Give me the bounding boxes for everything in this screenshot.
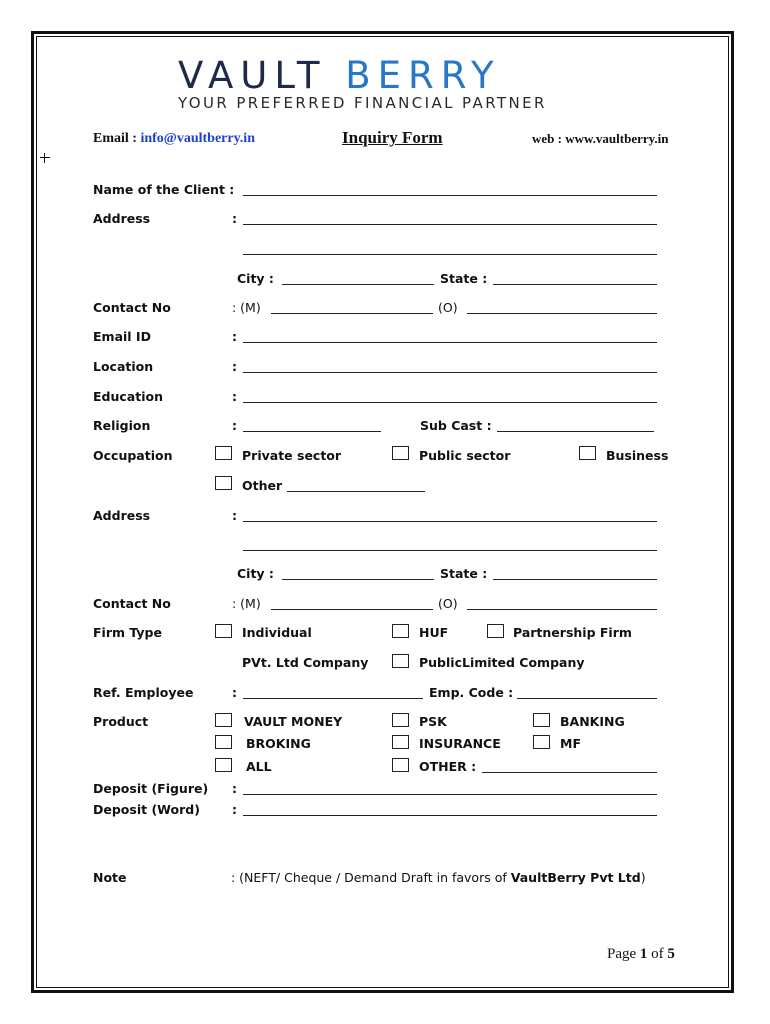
education-label: Education <box>93 389 163 404</box>
state-label: State : <box>440 271 488 286</box>
deposit-word-field[interactable] <box>243 815 657 816</box>
religion-colon: : <box>232 418 237 433</box>
email-label: Email : <box>93 131 137 146</box>
email-link[interactable]: info@vaultberry.in <box>140 131 255 146</box>
company-logo <box>178 56 598 112</box>
margin-mark <box>40 153 50 163</box>
other-occupation-checkbox[interactable] <box>215 476 232 490</box>
partnership-label: Partnership Firm <box>513 625 632 640</box>
mf-label: MF <box>560 736 581 751</box>
logo-tagline: YOUR PREFERRED FINANCIAL PARTNER <box>178 94 547 112</box>
deposit-figure-field[interactable] <box>243 794 657 795</box>
header-web <box>532 131 669 147</box>
note-prefix: : (NEFT/ Cheque / Demand Draft in favors of <box>231 870 507 885</box>
location-label: Location <box>93 359 154 374</box>
public-sector-label: Public sector <box>419 448 511 463</box>
page-number <box>607 946 675 963</box>
city-field[interactable] <box>282 284 434 285</box>
logo-vault: VAULT <box>178 54 327 97</box>
location-colon: : <box>232 359 237 374</box>
occupation-label: Occupation <box>93 448 173 463</box>
contact-label: Contact No <box>93 300 171 315</box>
state-field[interactable] <box>493 284 657 285</box>
office-mobile-label: : (M) <box>232 596 261 611</box>
business-checkbox[interactable] <box>579 446 596 460</box>
partnership-checkbox[interactable] <box>487 624 504 638</box>
page-word: Page <box>607 946 637 962</box>
banking-checkbox[interactable] <box>533 713 550 727</box>
all-label: ALL <box>246 759 272 774</box>
deposit-word-colon: : <box>232 802 237 817</box>
office-address-label: Address <box>93 508 151 523</box>
header-email <box>93 131 255 147</box>
address-label: Address <box>93 211 151 226</box>
sub-cast-label: Sub Cast : <box>420 418 492 433</box>
office-state-field[interactable] <box>493 579 657 580</box>
office-field[interactable] <box>467 313 657 314</box>
form-title: Inquiry Form <box>342 128 443 147</box>
insurance-label: INSURANCE <box>419 736 501 751</box>
email-id-colon: : <box>232 329 237 344</box>
client-name-field[interactable] <box>243 195 657 196</box>
office-state-label: State : <box>440 566 488 581</box>
mobile-label: : (M) <box>232 300 261 315</box>
sub-cast-field[interactable] <box>497 431 654 432</box>
huf-label: HUF <box>419 625 449 640</box>
huf-checkbox[interactable] <box>392 624 409 638</box>
office-address-line-1[interactable] <box>243 521 657 522</box>
address-line-2[interactable] <box>243 254 657 255</box>
web-link[interactable]: www.vaultberry.in <box>565 131 669 146</box>
ref-employee-label: Ref. Employee <box>93 685 194 700</box>
mf-checkbox[interactable] <box>533 735 550 749</box>
firm-type-label: Firm Type <box>93 625 162 640</box>
office-label: (O) <box>438 300 458 315</box>
office-city-field[interactable] <box>282 579 434 580</box>
other-product-label: OTHER : <box>419 759 477 774</box>
deposit-figure-label: Deposit (Figure) <box>93 781 209 796</box>
office-city-label: City : <box>237 566 274 581</box>
address-line-1[interactable] <box>243 224 657 225</box>
business-label: Business <box>606 448 669 463</box>
note-suffix: ) <box>640 870 646 885</box>
product-label: Product <box>93 714 149 729</box>
office-address-line-2[interactable] <box>243 550 657 551</box>
pvt-ltd-label: PVt. Ltd Company <box>242 655 369 670</box>
ref-employee-colon: : <box>232 685 237 700</box>
psk-label: PSK <box>419 714 447 729</box>
deposit-word-label: Deposit (Word) <box>93 802 200 817</box>
note-company: VaultBerry Pvt Ltd <box>510 870 641 885</box>
other-product-checkbox[interactable] <box>392 758 409 772</box>
public-limited-checkbox[interactable] <box>392 654 409 668</box>
private-sector-label: Private sector <box>242 448 342 463</box>
other-occupation-label: Other <box>242 478 283 493</box>
individual-label: Individual <box>242 625 312 640</box>
logo-berry: BERRY <box>345 54 501 97</box>
office-address-colon: : <box>232 508 237 523</box>
page-of: of <box>651 946 664 962</box>
vault-money-label: VAULT MONEY <box>244 714 343 729</box>
client-name-label: Name of the Client : <box>93 182 235 197</box>
office-phone-field[interactable] <box>467 609 657 610</box>
education-field[interactable] <box>243 402 657 403</box>
broking-label: BROKING <box>246 736 311 751</box>
other-product-field[interactable] <box>482 772 657 773</box>
deposit-figure-colon: : <box>232 781 237 796</box>
email-id-field[interactable] <box>243 342 657 343</box>
banking-label: BANKING <box>560 714 625 729</box>
religion-label: Religion <box>93 418 151 433</box>
public-sector-checkbox[interactable] <box>392 446 409 460</box>
address-colon: : <box>232 211 237 226</box>
individual-checkbox[interactable] <box>215 624 232 638</box>
broking-checkbox[interactable] <box>215 735 232 749</box>
mobile-field[interactable] <box>271 313 433 314</box>
office-phone-label: (O) <box>438 596 458 611</box>
religion-field[interactable] <box>243 431 381 432</box>
psk-checkbox[interactable] <box>392 713 409 727</box>
note-text <box>231 870 646 885</box>
location-field[interactable] <box>243 372 657 373</box>
other-occupation-field[interactable] <box>287 491 425 492</box>
web-label: web : <box>532 131 562 146</box>
vault-money-checkbox[interactable] <box>215 713 232 727</box>
email-id-label: Email ID <box>93 329 151 344</box>
public-limited-label: PublicLimited Company <box>419 655 585 670</box>
all-checkbox[interactable] <box>215 758 232 772</box>
ref-employee-field[interactable] <box>243 698 423 699</box>
office-contact-label: Contact No <box>93 596 171 611</box>
insurance-checkbox[interactable] <box>392 735 409 749</box>
emp-code-field[interactable] <box>517 698 657 699</box>
private-sector-checkbox[interactable] <box>215 446 232 460</box>
education-colon: : <box>232 389 237 404</box>
office-mobile-field[interactable] <box>271 609 433 610</box>
city-label: City : <box>237 271 274 286</box>
emp-code-label: Emp. Code : <box>429 685 514 700</box>
page-current: 1 <box>639 946 648 962</box>
page-total: 5 <box>667 946 675 962</box>
note-label: Note <box>93 870 127 885</box>
